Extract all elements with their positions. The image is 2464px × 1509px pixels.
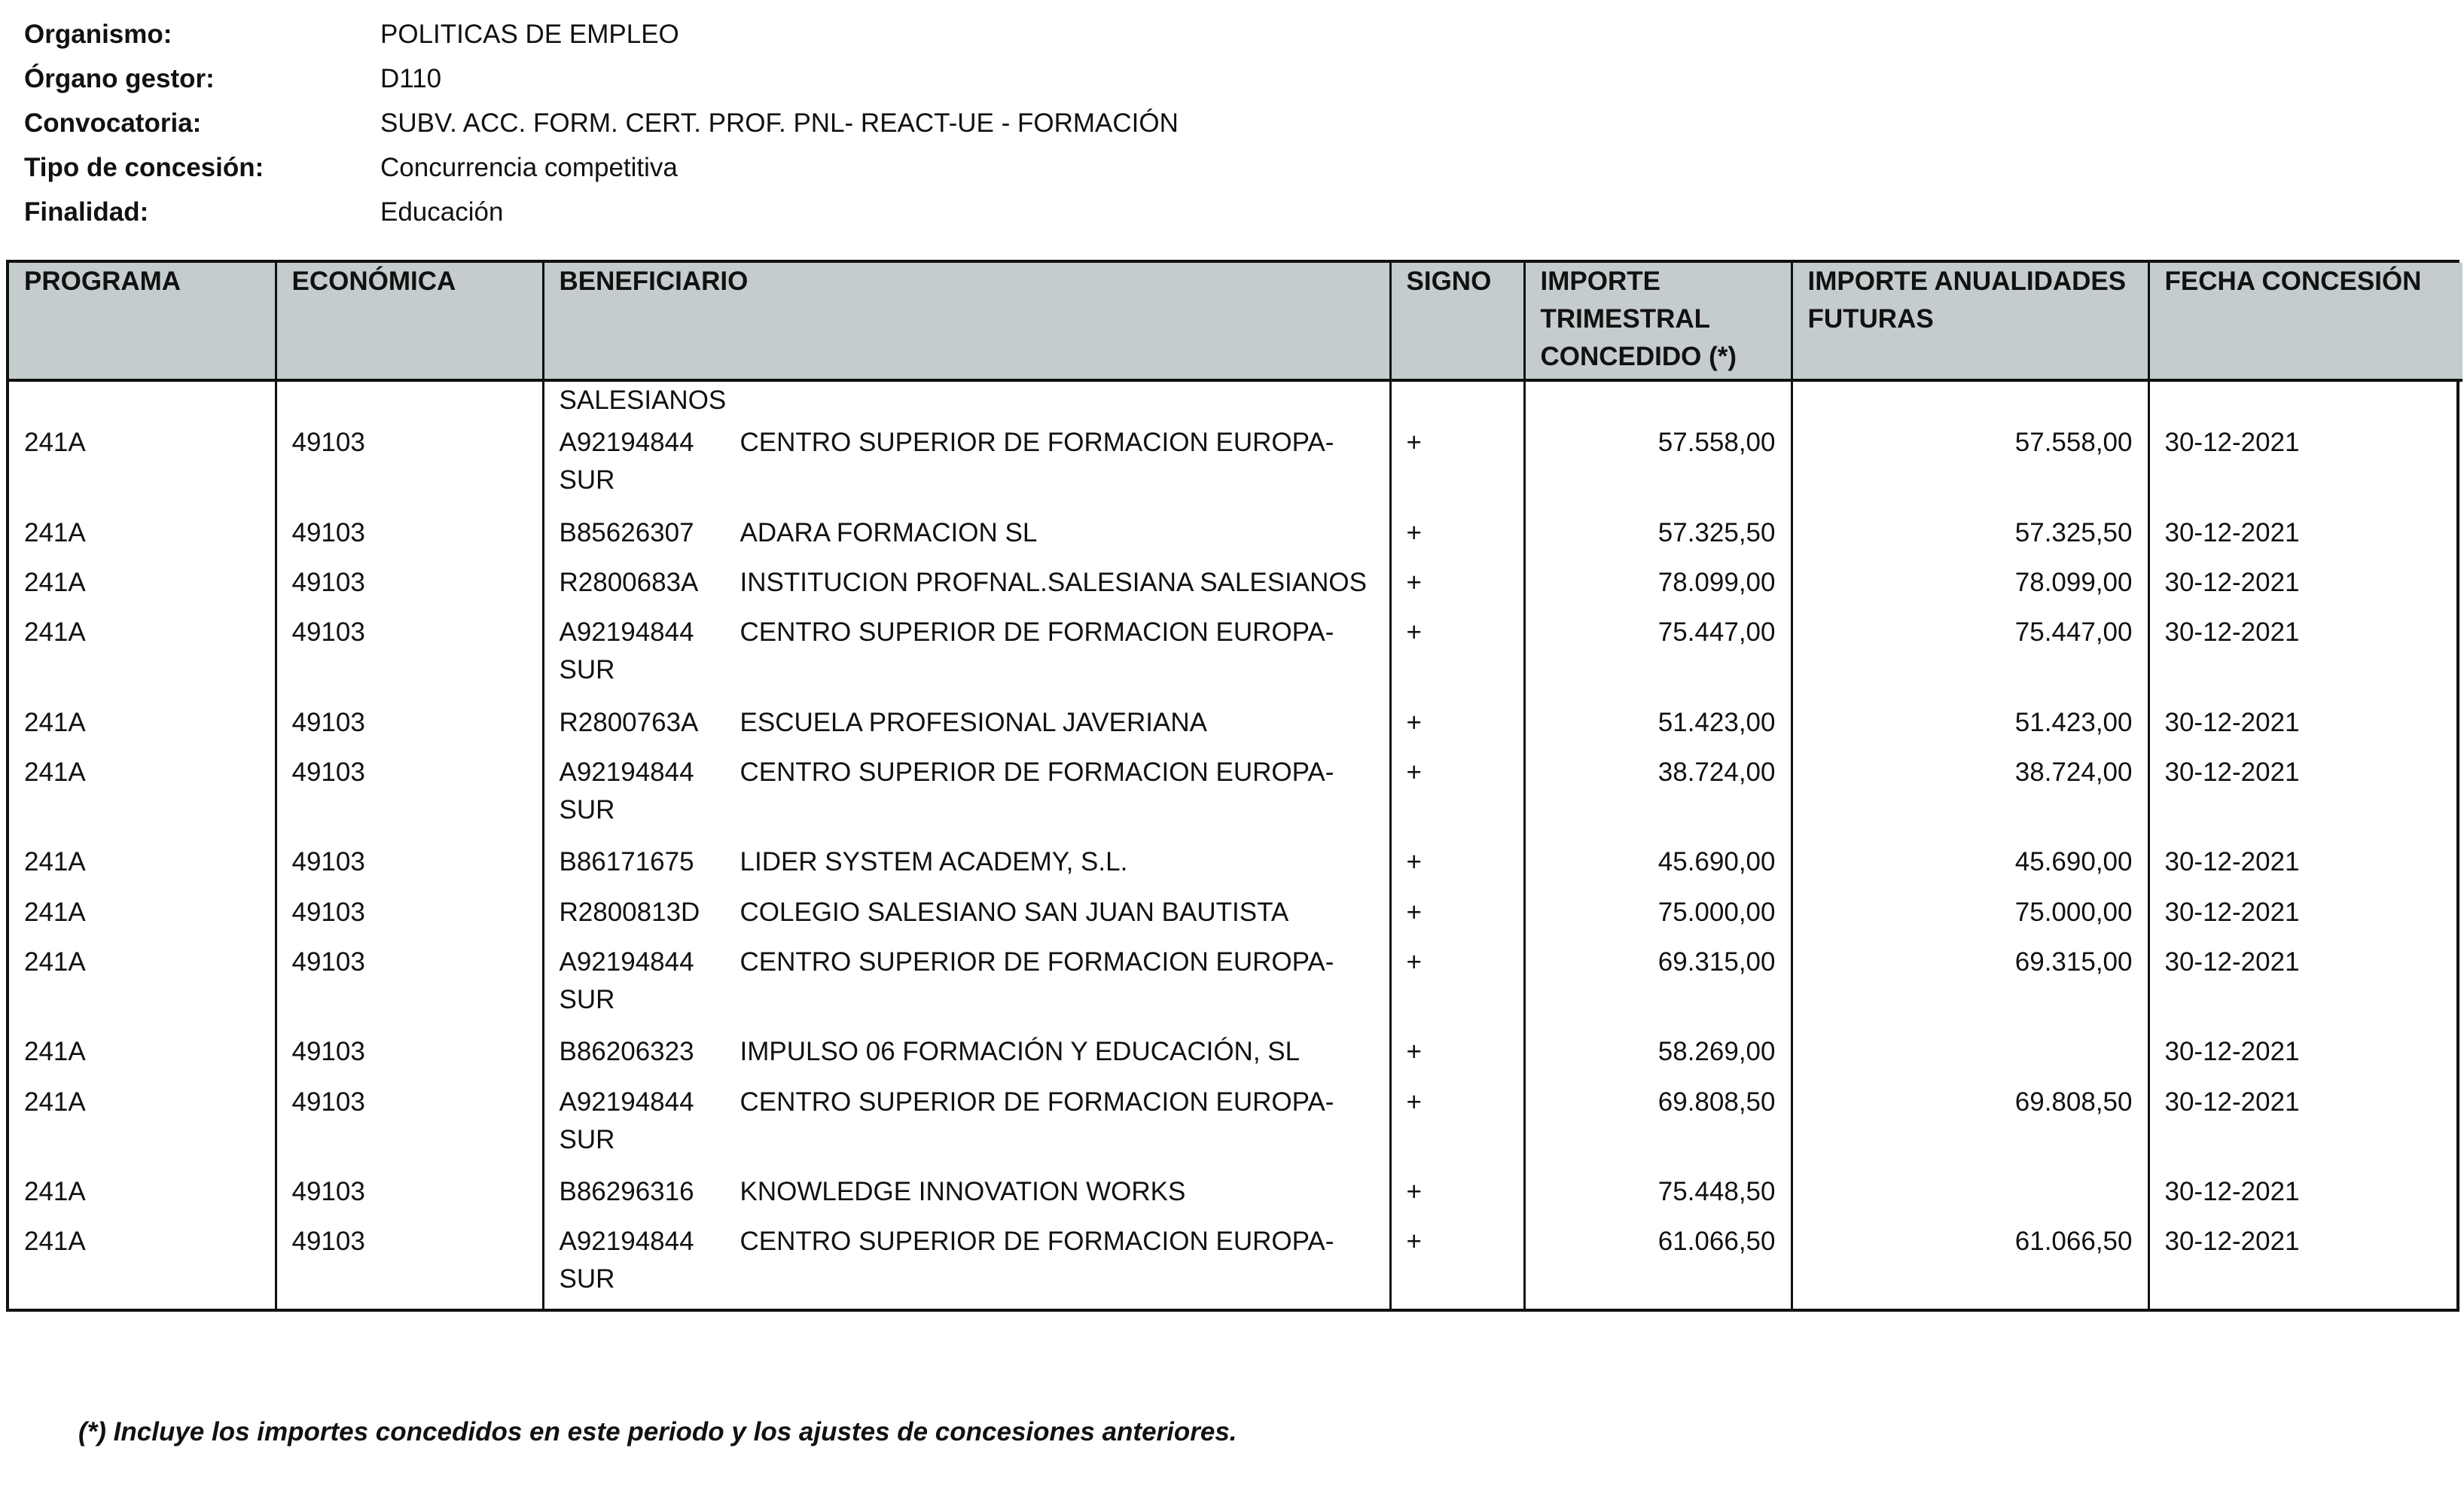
cell-importe-anualidades: 69.315,00 [1792, 939, 2148, 1029]
cell-importe-trimestral: 45.690,00 [1524, 839, 1792, 889]
tipo-concesion-row [24, 145, 1179, 190]
cell-economica: 49103 [276, 609, 543, 700]
cell-beneficiario [543, 1079, 1390, 1169]
beneficiario-nif: A92194844 [559, 1227, 694, 1257]
organismo-row [24, 12, 1179, 56]
cell-importe-trimestral: 51.423,00 [1524, 700, 1792, 749]
carryover-row [9, 380, 2462, 419]
table-row [9, 1218, 2462, 1309]
tipo-concesion-label: Tipo de concesión: [24, 152, 264, 182]
cell-importe-anualidades: 57.558,00 [1792, 419, 2148, 510]
cell-importe-anualidades: 61.066,50 [1792, 1218, 2148, 1309]
beneficiario-nif: A92194844 [559, 757, 694, 787]
cell-economica: 49103 [276, 1169, 543, 1218]
cell-fecha-concesion: 30-12-2021 [2148, 939, 2462, 1029]
table-row [9, 559, 2462, 609]
cell-importe-anualidades: 51.423,00 [1792, 700, 2148, 749]
cell-signo: + [1390, 1218, 1524, 1309]
organo-gestor-value: D110 [380, 63, 442, 93]
grants-table-body [9, 380, 2462, 1309]
cell-importe-trimestral: 75.448,50 [1524, 1169, 1792, 1218]
cell-importe-trimestral: 61.066,50 [1524, 1218, 1792, 1309]
beneficiario-nif: A92194844 [559, 428, 694, 457]
cell-signo: + [1390, 1169, 1524, 1218]
cell-signo: + [1390, 559, 1524, 609]
cell-economica: 49103 [276, 510, 543, 559]
organo-gestor-label: Órgano gestor: [24, 63, 215, 93]
cell-programa: 241A [24, 947, 86, 977]
cell-importe-anualidades [1792, 1169, 2148, 1218]
cell-economica: 49103 [276, 700, 543, 749]
cell-fecha-concesion: 30-12-2021 [2148, 1029, 2462, 1078]
cell-beneficiario [543, 700, 1390, 749]
cell-signo: + [1390, 749, 1524, 840]
cell-signo: + [1390, 839, 1524, 889]
cell-beneficiario [543, 1029, 1390, 1078]
cell-beneficiario [543, 889, 1390, 939]
organo-gestor-row [24, 56, 1179, 101]
cell-beneficiario [543, 419, 1390, 510]
col-header-signo: SIGNO [1390, 263, 1524, 380]
beneficiario-nif: A92194844 [559, 617, 694, 647]
cell-signo: + [1390, 1029, 1524, 1078]
beneficiario-nombre: ESCUELA PROFESIONAL JAVERIANA [740, 707, 1207, 737]
table-row [9, 939, 2462, 1029]
cell-fecha-concesion: 30-12-2021 [2148, 839, 2462, 889]
table-row [9, 419, 2462, 510]
cell-programa: 241A [24, 1177, 86, 1207]
table-row [9, 749, 2462, 840]
convocatoria-row [24, 101, 1179, 145]
beneficiario-nif: B85626307 [559, 517, 694, 547]
table-header-row [9, 263, 2462, 380]
cell-economica: 49103 [276, 1079, 543, 1169]
table-row [9, 1169, 2462, 1218]
cell-programa: 241A [24, 707, 86, 737]
convocatoria-label: Convocatoria: [24, 108, 202, 138]
cell-programa: 241A [24, 1037, 86, 1067]
carryover-beneficiario: SALESIANOS [543, 380, 1390, 419]
cell-signo: + [1390, 700, 1524, 749]
organismo-value: POLITICAS DE EMPLEO [380, 19, 679, 49]
beneficiario-nif: A92194844 [559, 947, 694, 977]
tipo-concesion-value: Concurrencia competitiva [380, 152, 678, 182]
table-row [9, 1029, 2462, 1078]
cell-programa: 241A [24, 1227, 86, 1257]
beneficiario-nif: A92194844 [559, 1087, 694, 1117]
col-header-beneficiario: BENEFICIARIO [543, 263, 1390, 380]
finalidad-label: Finalidad: [24, 197, 149, 227]
convocatoria-value: SUBV. ACC. FORM. CERT. PROF. PNL- REACT-UE - FORMACIÓN [380, 108, 1179, 138]
beneficiario-nif: B86296316 [559, 1177, 694, 1207]
cell-fecha-concesion: 30-12-2021 [2148, 749, 2462, 840]
cell-importe-anualidades: 78.099,00 [1792, 559, 2148, 609]
cell-beneficiario [543, 939, 1390, 1029]
beneficiario-nombre: KNOWLEDGE INNOVATION WORKS [740, 1177, 1186, 1207]
cell-importe-anualidades [1792, 1029, 2148, 1078]
cell-fecha-concesion: 30-12-2021 [2148, 889, 2462, 939]
organismo-label: Organismo: [24, 19, 172, 49]
cell-signo: + [1390, 939, 1524, 1029]
cell-signo: + [1390, 510, 1524, 559]
cell-importe-anualidades: 57.325,50 [1792, 510, 2148, 559]
cell-economica: 49103 [276, 839, 543, 889]
cell-fecha-concesion: 30-12-2021 [2148, 419, 2462, 510]
cell-beneficiario [543, 510, 1390, 559]
cell-importe-trimestral: 58.269,00 [1524, 1029, 1792, 1078]
document-header [24, 12, 1179, 234]
cell-programa: 241A [24, 617, 86, 647]
beneficiario-nombre: CENTRO SUPERIOR DE FORMACION EUROPA-SUR [559, 617, 1334, 684]
finalidad-value: Educación [380, 197, 504, 227]
cell-fecha-concesion: 30-12-2021 [2148, 609, 2462, 700]
table-row [9, 609, 2462, 700]
cell-economica: 49103 [276, 1218, 543, 1309]
table-row [9, 839, 2462, 889]
grants-table-container [6, 260, 2459, 1312]
cell-signo: + [1390, 889, 1524, 939]
beneficiario-nombre: CENTRO SUPERIOR DE FORMACION EUROPA-SUR [559, 757, 1334, 825]
cell-signo: + [1390, 1079, 1524, 1169]
cell-importe-trimestral: 78.099,00 [1524, 559, 1792, 609]
beneficiario-nombre: COLEGIO SALESIANO SAN JUAN BAUTISTA [740, 897, 1289, 927]
beneficiario-nombre: CENTRO SUPERIOR DE FORMACION EUROPA-SUR [559, 1087, 1334, 1154]
table-row [9, 700, 2462, 749]
cell-importe-anualidades: 45.690,00 [1792, 839, 2148, 889]
beneficiario-nombre: INSTITUCION PROFNAL.SALESIANA SALESIANOS [740, 567, 1367, 597]
cell-importe-anualidades: 75.447,00 [1792, 609, 2148, 700]
cell-importe-trimestral: 38.724,00 [1524, 749, 1792, 840]
col-header-importe-trimestral: IMPORTE TRIMESTRAL CONCEDIDO (*) [1524, 263, 1792, 380]
table-row [9, 889, 2462, 939]
beneficiario-nombre: LIDER SYSTEM ACADEMY, S.L. [740, 847, 1128, 877]
cell-importe-trimestral: 57.325,50 [1524, 510, 1792, 559]
cell-importe-trimestral: 75.447,00 [1524, 609, 1792, 700]
cell-fecha-concesion: 30-12-2021 [2148, 510, 2462, 559]
beneficiario-nombre: CENTRO SUPERIOR DE FORMACION EUROPA-SUR [559, 947, 1334, 1014]
cell-importe-anualidades: 69.808,50 [1792, 1079, 2148, 1169]
cell-importe-trimestral: 75.000,00 [1524, 889, 1792, 939]
beneficiario-nombre: ADARA FORMACION SL [740, 517, 1038, 547]
beneficiario-nif: B86206323 [559, 1037, 694, 1067]
cell-programa: 241A [24, 897, 86, 927]
beneficiario-nombre: CENTRO SUPERIOR DE FORMACION EUROPA-SUR [559, 428, 1334, 495]
cell-economica: 49103 [276, 559, 543, 609]
cell-programa: 241A [24, 567, 86, 597]
cell-beneficiario [543, 1218, 1390, 1309]
cell-beneficiario [543, 609, 1390, 700]
cell-signo: + [1390, 419, 1524, 510]
beneficiario-nif: R2800813D [559, 897, 700, 927]
footnote: (*) Incluye los importes concedidos en este periodo y los ajustes de concesiones anteriores. [78, 1417, 1237, 1447]
col-header-economica: ECONÓMICA [276, 263, 543, 380]
cell-economica: 49103 [276, 1029, 543, 1078]
finalidad-row [24, 190, 1179, 234]
beneficiario-nombre: IMPULSO 06 FORMACIÓN Y EDUCACIÓN, SL [740, 1037, 1301, 1067]
beneficiario-nif: R2800763A [559, 707, 699, 737]
cell-fecha-concesion: 30-12-2021 [2148, 1169, 2462, 1218]
cell-programa: 241A [24, 428, 86, 457]
cell-beneficiario [543, 749, 1390, 840]
cell-beneficiario [543, 839, 1390, 889]
cell-beneficiario [543, 1169, 1390, 1218]
cell-fecha-concesion: 30-12-2021 [2148, 1218, 2462, 1309]
cell-fecha-concesion: 30-12-2021 [2148, 700, 2462, 749]
cell-importe-trimestral: 69.808,50 [1524, 1079, 1792, 1169]
cell-importe-trimestral: 69.315,00 [1524, 939, 1792, 1029]
cell-importe-trimestral: 57.558,00 [1524, 419, 1792, 510]
cell-economica: 49103 [276, 419, 543, 510]
table-row [9, 1079, 2462, 1169]
grants-table [9, 263, 2462, 1309]
cell-fecha-concesion: 30-12-2021 [2148, 1079, 2462, 1169]
col-header-importe-anualidades: IMPORTE ANUALIDADES FUTURAS [1792, 263, 2148, 380]
cell-importe-anualidades: 75.000,00 [1792, 889, 2148, 939]
cell-programa: 241A [24, 517, 86, 547]
col-header-programa: PROGRAMA [9, 263, 276, 380]
cell-economica: 49103 [276, 889, 543, 939]
cell-programa: 241A [24, 1087, 86, 1117]
cell-signo: + [1390, 609, 1524, 700]
cell-fecha-concesion: 30-12-2021 [2148, 559, 2462, 609]
table-row [9, 510, 2462, 559]
beneficiario-nif: B86171675 [559, 847, 694, 877]
cell-economica: 49103 [276, 749, 543, 840]
cell-importe-anualidades: 38.724,00 [1792, 749, 2148, 840]
cell-economica: 49103 [276, 939, 543, 1029]
cell-beneficiario [543, 559, 1390, 609]
beneficiario-nombre: CENTRO SUPERIOR DE FORMACION EUROPA-SUR [559, 1227, 1334, 1294]
cell-programa: 241A [24, 847, 86, 877]
beneficiario-nif: R2800683A [559, 567, 699, 597]
col-header-fecha-concesion: FECHA CONCESIÓN [2148, 263, 2462, 380]
cell-programa: 241A [24, 757, 86, 787]
